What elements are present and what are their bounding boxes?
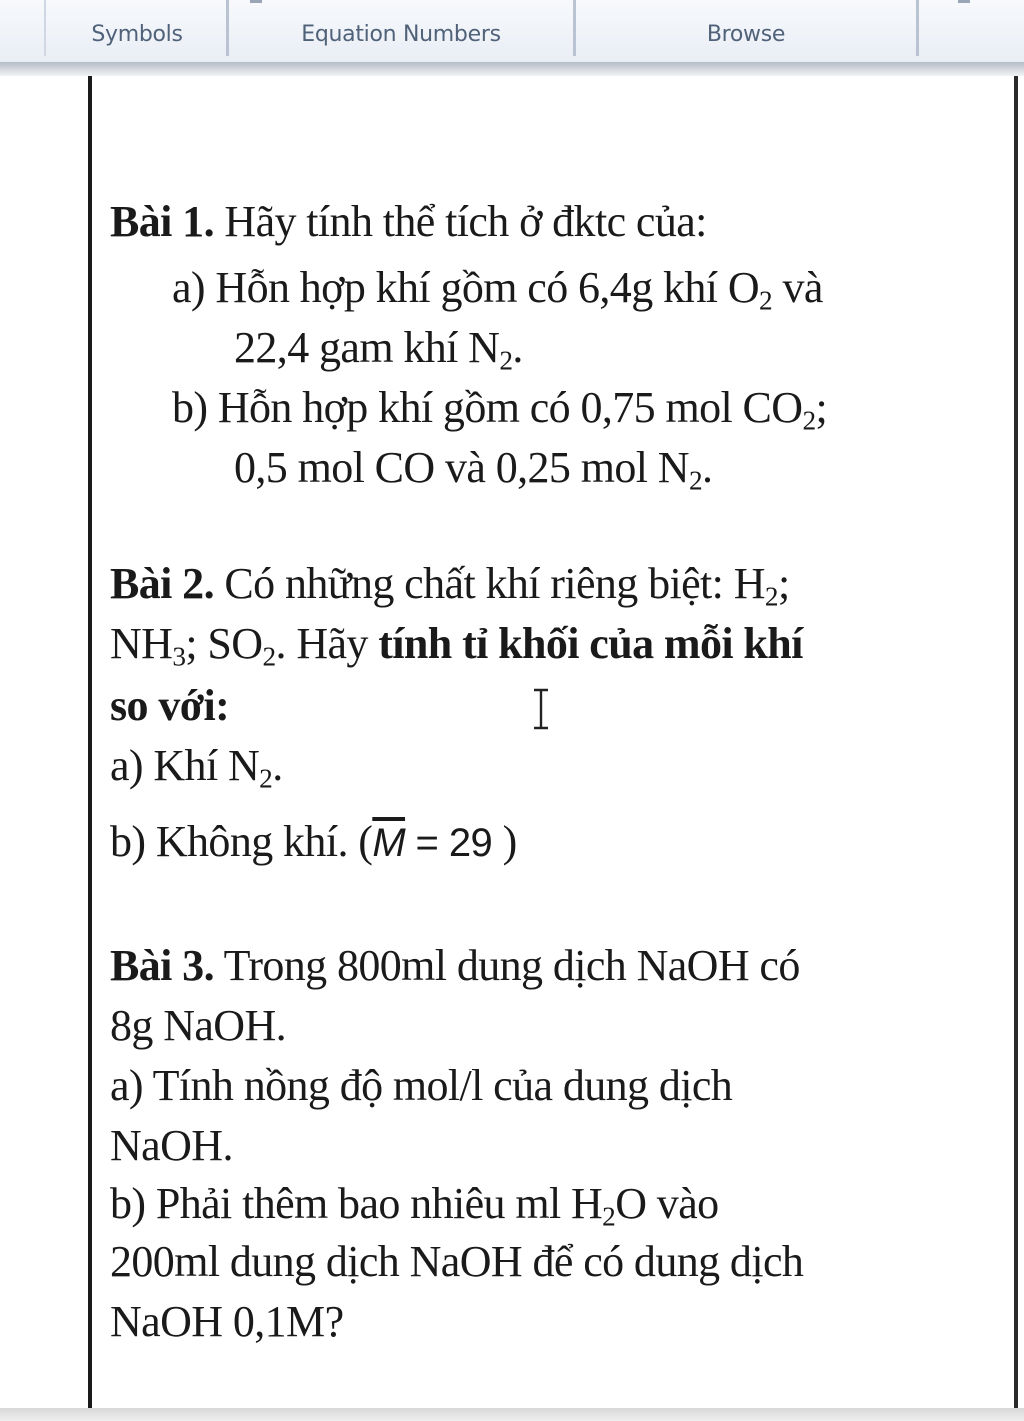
punctuation: ) bbox=[502, 817, 517, 866]
subscript: 2 bbox=[802, 405, 816, 436]
equation-value: = 29 bbox=[405, 821, 503, 865]
bai1-b-text: Hỗn hợp khí gồm có 0,75 mol CO bbox=[217, 383, 803, 432]
subscript: 2 bbox=[499, 345, 513, 376]
table-border-right bbox=[1014, 76, 1018, 1421]
bai2-title: Bài 2. bbox=[110, 559, 214, 608]
bai2-text: Có những chất khí riêng biệt: H bbox=[224, 559, 765, 608]
table-border-left bbox=[88, 76, 92, 1421]
equation-numbers-group[interactable] bbox=[229, 0, 573, 62]
equation-numbers-group-label[interactable]: Equation Numbers bbox=[301, 22, 501, 47]
bai3-line7[interactable]: NaOH 0,1M? bbox=[110, 1297, 344, 1346]
formula-so: ; SO bbox=[185, 619, 263, 668]
bai1-a-text-end: và bbox=[772, 263, 823, 312]
bai3-title: Bài 3. bbox=[110, 941, 214, 990]
bai1-b-label: b) bbox=[172, 383, 208, 432]
bai1-title: Bài 1. bbox=[110, 197, 214, 246]
bai3-line2[interactable]: 8g NaOH. bbox=[110, 1001, 287, 1050]
bai2-line1[interactable] bbox=[110, 559, 790, 612]
punctuation: ; bbox=[815, 383, 828, 432]
browse-group-label[interactable]: Browse bbox=[706, 22, 786, 47]
bai1-b-line2[interactable] bbox=[234, 443, 713, 496]
ribbon-button-fragment bbox=[958, 0, 970, 3]
bai1-a-line2[interactable] bbox=[234, 323, 523, 376]
punctuation: ; bbox=[777, 559, 790, 608]
symbols-group-label[interactable]: Symbols bbox=[91, 22, 183, 47]
bai2-text2: . Hãy bbox=[275, 619, 379, 668]
subscript: 2 bbox=[759, 285, 773, 316]
page-bottom-edge bbox=[0, 1408, 1024, 1421]
bai1-a-line1[interactable] bbox=[172, 263, 823, 316]
symbols-group[interactable] bbox=[48, 0, 226, 62]
ribbon-shadow bbox=[0, 62, 1024, 76]
subscript: 2 bbox=[764, 581, 778, 612]
ribbon-strip bbox=[0, 0, 1024, 63]
bai3-line4[interactable]: NaOH. bbox=[110, 1121, 233, 1170]
bai2-a-text: a) Khí N bbox=[110, 741, 260, 790]
bai3-b-text: b) Phải thêm bao nhiêu ml H bbox=[110, 1179, 603, 1228]
bai1-a-text2: 22,4 gam khí N bbox=[234, 323, 500, 372]
bai3-line6[interactable]: 200ml dung dịch NaOH để có dung dịch bbox=[110, 1237, 804, 1286]
bai3-text: Trong 800ml dung dịch NaOH có bbox=[223, 941, 800, 990]
punctuation: . bbox=[272, 741, 283, 790]
subscript: 2 bbox=[688, 465, 702, 496]
bai2-line2[interactable] bbox=[110, 619, 803, 672]
bai3-line1[interactable] bbox=[110, 941, 800, 990]
bai2-line3[interactable]: so với: bbox=[110, 681, 230, 730]
page-margin bbox=[0, 76, 88, 1421]
molar-mass-symbol: $\overline{M}$ bbox=[372, 821, 406, 865]
bai1-b-line1[interactable] bbox=[172, 383, 828, 436]
subscript: 2 bbox=[602, 1201, 616, 1232]
bai3-line3[interactable]: a) Tính nồng độ mol/l của dung dịch bbox=[110, 1061, 733, 1110]
formula-nh: NH bbox=[110, 619, 173, 668]
bai2-b-text: b) Không khí. ( bbox=[110, 817, 373, 866]
bai1-b-text2: 0,5 mol CO và 0,25 mol N bbox=[234, 443, 689, 492]
group-separator bbox=[44, 0, 46, 56]
bai2-bold-text: tính tỉ khối của mỗi khí bbox=[378, 619, 803, 668]
bai1-text: Hãy tính thể tích ở đktc của: bbox=[224, 197, 707, 246]
bai1-a-label: a) bbox=[172, 263, 205, 312]
text-cursor-icon bbox=[530, 688, 552, 730]
subscript: 3 bbox=[172, 641, 186, 672]
group-separator bbox=[916, 0, 919, 56]
subscript: 2 bbox=[262, 641, 276, 672]
bai1-a-text: Hỗn hợp khí gồm có 6,4g khí O bbox=[215, 263, 760, 312]
punctuation: . bbox=[512, 323, 523, 372]
punctuation: . bbox=[701, 443, 713, 492]
browse-group[interactable] bbox=[576, 0, 916, 62]
bai3-line5[interactable] bbox=[110, 1179, 719, 1232]
bai1-heading[interactable] bbox=[110, 197, 707, 246]
bai2-a[interactable] bbox=[110, 741, 283, 794]
subscript: 2 bbox=[259, 763, 273, 794]
bai2-b[interactable] bbox=[110, 817, 517, 866]
bai3-b-text-end: O vào bbox=[615, 1179, 719, 1228]
